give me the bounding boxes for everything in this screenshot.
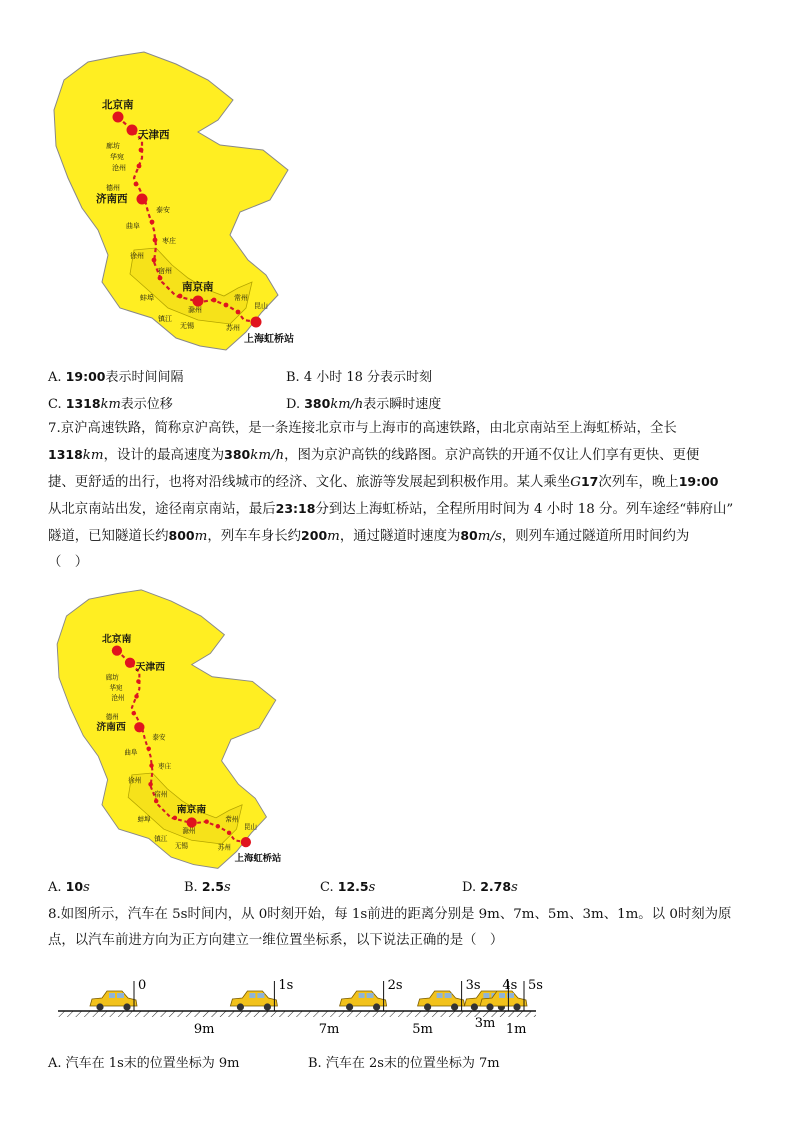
- q7-option-d[interactable]: D. 2.78s: [462, 879, 518, 895]
- jinan-dot: [134, 722, 144, 732]
- label-bengbu: 蚌埠: [137, 815, 151, 824]
- label-bengbu: 蚌埠: [140, 294, 154, 302]
- beijing-dot: [113, 112, 124, 123]
- time-label-3: 3s: [465, 978, 481, 993]
- label-cangzhou: 沧州: [111, 694, 125, 703]
- label-suzhou-n: 宿州: [154, 790, 168, 799]
- label-nanjing: 南京南: [182, 281, 214, 293]
- shanghai-dot: [241, 837, 251, 847]
- time-label-0: 0: [138, 978, 147, 993]
- time-label-4: 4s: [502, 978, 518, 993]
- label-jinan: 济南西: [96, 722, 126, 734]
- label-langfang: 廊坊: [105, 673, 119, 682]
- label-huaning: 华宛: [110, 153, 124, 161]
- q7-option-c[interactable]: C. 12.5s: [320, 879, 376, 895]
- label-taian: 泰安: [152, 733, 166, 742]
- label-dezhou: 德州: [106, 184, 120, 192]
- label-shanghai: 上海虹桥站: [234, 852, 282, 864]
- label-huaning: 华宛: [109, 683, 123, 692]
- label-zhenjiang: 镇江: [158, 315, 172, 323]
- label-changzhou: 常州: [225, 815, 239, 824]
- label-suzhou: 苏州: [226, 324, 240, 332]
- distance-label-2: 5m: [412, 1022, 433, 1037]
- q6-option-c[interactable]: C. 1318km表示位移: [48, 396, 173, 412]
- q8-option-a[interactable]: A. 汽车在 1s末的位置坐标为 9m: [48, 1056, 240, 1071]
- label-xuzhou: 徐州: [130, 252, 144, 260]
- q7-line-2: 1318km，设计的最高速度为380km/h，图为京沪高铁的线路图。京沪高铁的开通不仅让人们享有更快、更便: [48, 447, 700, 463]
- q8-line-2: 点，以汽车前进方向为正方向建立一维位置坐标系，以下说法正确的是（ ）: [48, 933, 504, 948]
- q7-line-4: 从北京南站出发，途径南京南站，最后23:18分到达上海虹桥站，全程所用时间为 4 小时 18 分。列车途经“韩府山”: [48, 501, 734, 517]
- car-3: [418, 991, 465, 1011]
- label-xuzhou: 徐州: [128, 776, 142, 785]
- nanjing-dot: [193, 296, 204, 307]
- label-kunshan: 昆山: [244, 823, 258, 832]
- label-cangzhou: 沧州: [112, 164, 126, 172]
- label-qufu: 曲阜: [124, 748, 138, 757]
- time-label-5: 5s: [528, 978, 543, 993]
- label-zaozhuang: 枣庄: [162, 237, 176, 245]
- q8-question: [48, 902, 758, 954]
- car-2: [340, 991, 387, 1011]
- q7-line-5: 隧道，已知隧道长约800m，列车车身长约200m，通过隧道时速度为80m/s，则列车通过隧道所用时间约为: [48, 528, 690, 544]
- q7-question: [48, 416, 758, 576]
- label-zaozhuang: 枣庄: [158, 762, 172, 771]
- q8-option-b[interactable]: B. 汽车在 2s末的位置坐标为 7m: [308, 1056, 500, 1071]
- distance-label-0: 9m: [193, 1022, 215, 1037]
- label-wuxi: 无锡: [180, 322, 194, 330]
- label-chuzhou: 滁州: [182, 826, 196, 835]
- distance-label-3: 3m: [474, 1016, 496, 1031]
- tianjin-dot: [127, 125, 138, 136]
- tianjin-dot: [125, 658, 135, 668]
- q6-option-d[interactable]: D. 380km/h表示瞬时速度: [286, 396, 442, 412]
- distance-label-1: 7m: [318, 1022, 340, 1037]
- label-zhenjiang: 镇江: [154, 835, 168, 844]
- car-0: [90, 991, 137, 1011]
- label-suzhou: 苏州: [217, 843, 231, 852]
- label-kunshan: 昆山: [254, 302, 268, 310]
- q7-line-3: 捷、更舒适的出行，也将对沿线城市的经济、文化、旅游等发展起到积极作用。某人乘坐G17次列车，晚上19:00: [48, 474, 719, 490]
- q8-car-figure: [58, 975, 543, 1045]
- shanghai-dot: [251, 317, 262, 328]
- q8-line-1: 8.如图所示，汽车在 5s时间内，从 0时刻开始，每 1s前进的距离分别是 9m、7m、5m、3m、1m。以 0时刻为原: [48, 907, 732, 922]
- label-chuzhou: 滁州: [188, 306, 202, 314]
- label-taian: 泰安: [156, 206, 170, 214]
- route-map-1: [48, 50, 308, 355]
- route-map-2: [48, 588, 298, 873]
- label-tianjin: 天津西: [138, 129, 170, 141]
- label-nanjing: 南京南: [176, 804, 207, 816]
- q7-line-1: 7.京沪高速铁路，简称京沪高铁，是一条连接北京市与上海市的高速铁路，由北京南站至上海虹桥站，全长: [48, 421, 677, 436]
- time-label-2: 2s: [387, 978, 403, 993]
- label-jinan: 济南西: [96, 193, 128, 205]
- label-changzhou: 常州: [234, 294, 248, 302]
- beijing-dot: [112, 645, 122, 655]
- label-tianjin: 天津西: [135, 662, 166, 674]
- label-shanghai: 上海虹桥站: [244, 334, 294, 345]
- q6-option-a[interactable]: A. 19:00表示时间间隔: [48, 369, 184, 385]
- q6-option-b[interactable]: B. 4 小时 18 分表示时刻: [286, 370, 433, 385]
- q7-option-b[interactable]: B. 2.5s: [184, 879, 231, 895]
- distance-label-4: 1m: [505, 1022, 527, 1037]
- q7-option-a[interactable]: A. 10s: [48, 879, 90, 895]
- car-1: [230, 991, 277, 1011]
- q7-answer-blank: （ ）: [48, 555, 89, 570]
- ground-hatch: [58, 1011, 536, 1017]
- label-wuxi: 无锡: [174, 841, 188, 850]
- jinan-dot: [137, 194, 148, 205]
- time-label-1: 1s: [278, 978, 294, 993]
- label-suzhou-n: 宿州: [158, 267, 172, 275]
- label-beijing: 北京南: [101, 634, 132, 646]
- label-qufu: 曲阜: [126, 222, 140, 230]
- label-dezhou: 德州: [105, 712, 119, 721]
- label-beijing: 北京南: [102, 99, 134, 111]
- label-langfang: 廊坊: [106, 142, 120, 150]
